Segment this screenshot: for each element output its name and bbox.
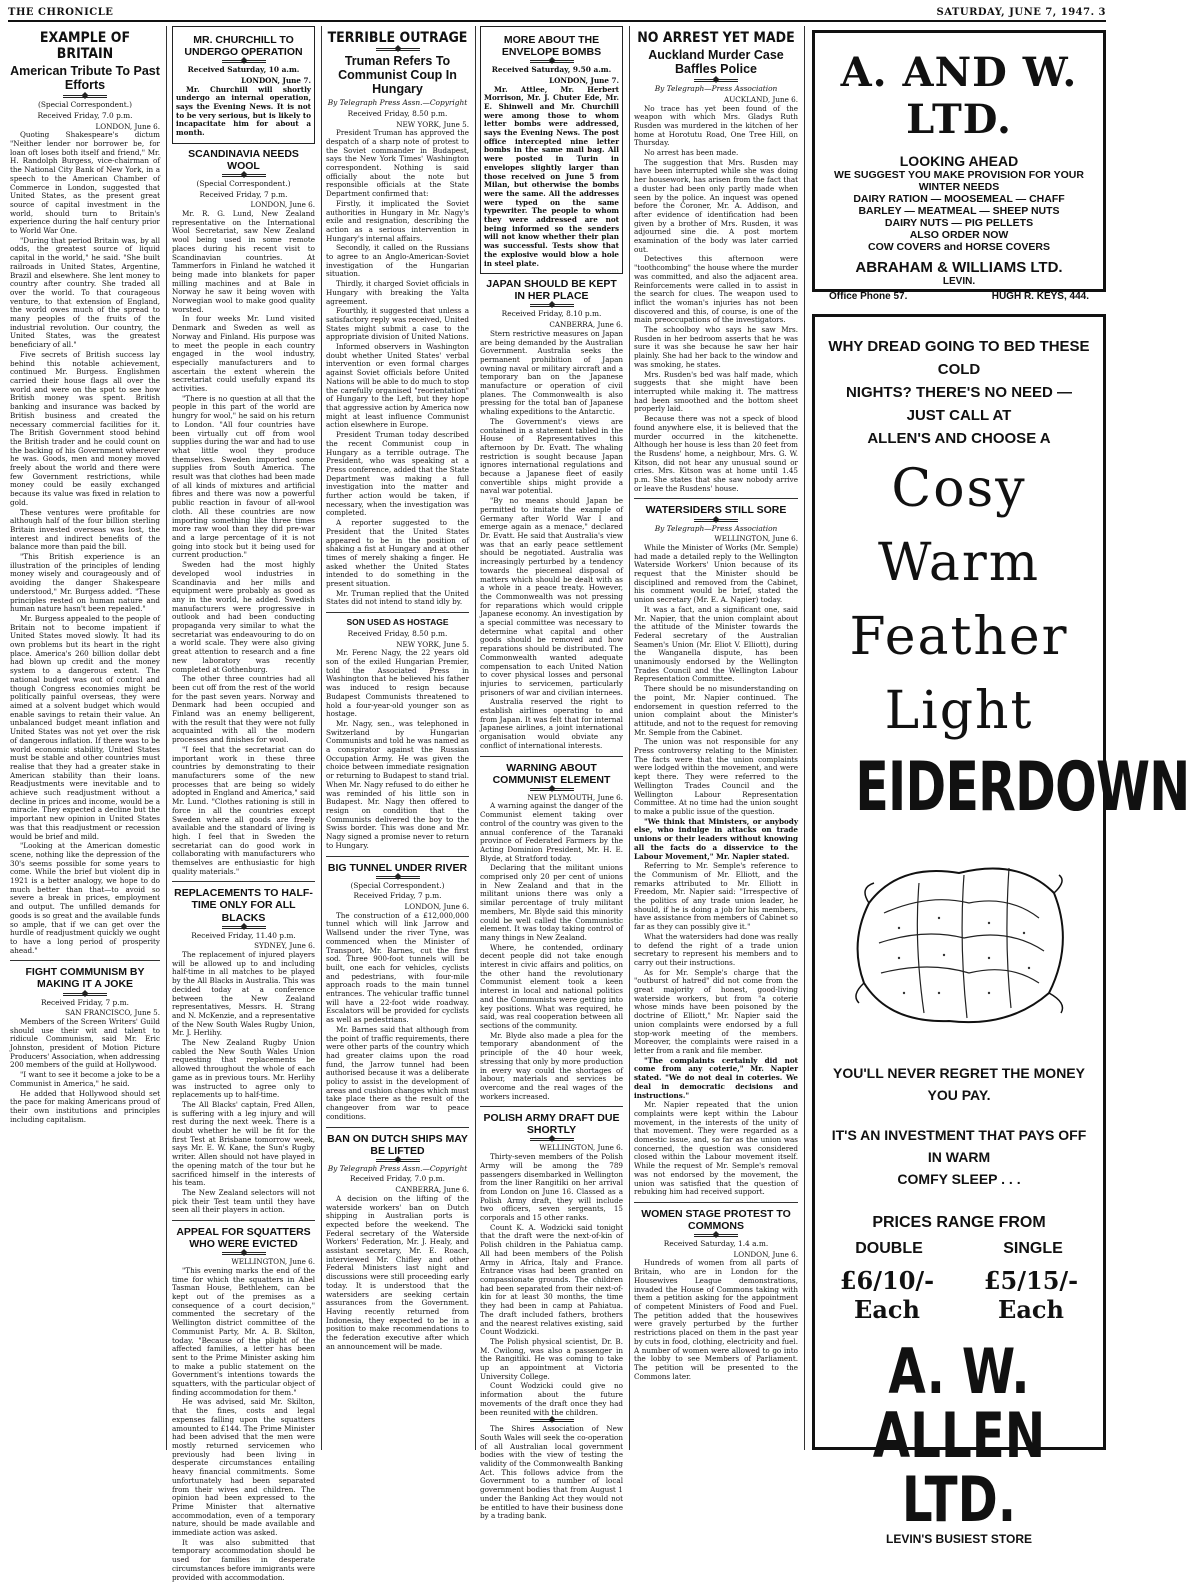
single-price: £5/15/- Each: [983, 1266, 1079, 1324]
advert-abraham-williams: [812, 30, 1106, 302]
envelope-bombs-box: [480, 26, 623, 274]
paragraph: Australia reserved the right to establish airlines operating to and from Japan. It was felt that for internal Japanese airlines, a joint international organisation would obviate any conflict of international interests.: [480, 697, 623, 750]
paragraph: It was also submitted that temporary accommodation should be used for families in desperate circumstances before immigrants were provided with accommodation.: [172, 1537, 315, 1582]
headline-son-hostage: SON USED AS HOSTAGE: [346, 617, 449, 628]
paragraph: Referring to Mr. Semple's reference to the Communism of Mr. Elliott, and the remarks attributed to Mr. Elliott in Freedom, Mr. Napier said: "Irrespective of the politics of any trade union leader, he should, if he is doing a job for his members, have assistance from members of Cabinet so far as they can possibly give it.": [634, 861, 798, 932]
column-4: [480, 26, 623, 1521]
column-rule: [629, 26, 630, 1450]
paragraph: President Truman today described the recent Communist coup in Hungary as a terrible outrage. The President, who was speaking at a Press conference, added that the State Department was making a full investigation into the matter and further action would be taken, if necessary, when the investigation was completed.: [326, 430, 469, 518]
paragraph: The schoolboy who says he saw Mrs. Rusden in her bedroom asserts that he was sure it was she because he saw her hair plainly. She had her back to the window and was smoking, he states.: [634, 325, 798, 369]
divider: [530, 60, 574, 63]
headline-big-tunnel: BIG TUNNEL UNDER RIVER: [327, 861, 468, 874]
paragraph: The union was not responsible for any Press controversy relating to the Minister. The facts were that the union complaints were lodged within the movement, and were kept there. They were referred to the Wellington Trades Council and the Wellington Labour Representation Committee. At no time had the union sought to make a public issue of the question.: [634, 737, 798, 816]
paragraph: The Shires Association of New South Wales will seek the co-operation of all Australian local government bodies with the view of testing the validity of the Commonwealth Banking Act. This follows advice from the Government to a number of local government bodies that from August 1 under the Banking Act they would not be entitled to have their business done by a trading bank.: [480, 1424, 623, 1521]
dateline: SYDNEY, June 6.: [254, 941, 315, 951]
paragraph: Because there was not a speck of blood found anywhere else, it is believed that the murder occurred in the kitchenette. Although her house is less than 20 feet from the Rusdens' home, a neighbour, Mrs. G. W. Kitson, did not hear any unusual sound or cries. Mrs. Kitson was at home until 1.45 p.m. She states that she saw nobody arrive or leave the Rusdens' house.: [634, 414, 798, 493]
dateline: CANBERRA, June 6.: [395, 1185, 469, 1195]
paragraph: Mr. Blyde also made a plea for the temporary abandonment of the principle of the 40 hour week, stressing that only by more production in every way could the shortages of labour, materials and services be overcome and the real wages of the workers increased.: [480, 1030, 623, 1101]
subhead: Auckland Murder Case Baffles Police: [648, 48, 784, 77]
received: Received Friday, 8.10 p.m.: [501, 309, 602, 319]
paragraph: The New Zealand selectors will not pick their Test team until they have seen all their players in action.: [172, 1188, 315, 1215]
dateline: LONDON, June 7.: [241, 75, 311, 85]
paragraph: "During that period Britain was, by all odds, the greatest source of liquid capital in the world," he said. "She built railroads in United States, Argentine, Brazil and elsewhere. She lent money to country after country. She traded all over the world. To that courageous venture, to that extension of England, the world owes much of the spread to many peoples of the fruits of the industrial revolution. Our country, the United States, was the greatest beneficiary of all.": [10, 235, 160, 350]
headline-women-protest: WOMEN STAGE PROTEST TO COMMONS: [641, 1207, 791, 1232]
divider: [222, 174, 266, 177]
paragraph: The All Blacks' captain, Fred Allen, is suffering with a leg injury and will rest during the next week. There is a doubt whether he will be fit for the first Test at Brisbane tomorrow week, says Mr. E. W. Kane, the Sun's Rugby writer. Allen should not have played in the opening match of the tour but he sacrificed himself in the interests of his team.: [172, 1099, 315, 1188]
column-2: [172, 26, 315, 1582]
advert-slogan: LEVIN'S BUSIEST STORE: [886, 1532, 1032, 1546]
paragraph: The construction of a £12,000,000 tunnel which will link Jarrow and Wallsend under the river Tyne, was commenced when the Minister of Transport, Mr. Barnes, cut the first sod. Three 900-foot tunnels will be built, one each for vehicles, cyclists and pedestrians, with four-mile approach roads to the main tunnel entrances. The vehicular traffic tunnel will have a 22-foot wide roadway. Escalators will be provided for cyclists as well as pedestrians.: [326, 910, 469, 1025]
paragraph: "The complaints certainly did not come from any coterie," Mr. Napier stated. "We do not deal in coteries. We deal in democratic decisions and instructions.": [634, 1055, 798, 1100]
headline-communist-element: WARNING ABOUT COMMUNIST ELEMENT: [492, 761, 611, 786]
paragraph: Thirty-seven members of the Polish Army will be among the 789 passengers disembarked in Wellington from the liner Rangitiki on her arrival from London on June 16. Classed as a Polish Army draft, they will include two officers, seven sergeants, 15 corporals and 15 other ranks.: [480, 1152, 623, 1223]
separator: [480, 756, 623, 757]
paragraph: The replacement of injured players will be allowed up to and including half-time in all matches to be played by the All Blacks in Australia. This was decided today at a conference between the New Zealand representatives, Messrs. H. Strang and N. McKenzie, and a representative of the New South Wales Rugby Union, Mr. J. Herlihy.: [172, 950, 315, 1038]
byline: By Telegraph—Press Association: [654, 84, 778, 94]
paragraph: Detectives this afternoon were "toothcombing" the house where the murder was committed, and also the adjacent area. Reinforcements were called in to assist in the search for clues. The weapon used to inflict the woman's injuries has not been discovered and this, of course, is one of the main preoccupations of the investigators.: [634, 254, 798, 325]
paragraph: Mr. Attlee, Mr. Herbert Morrison, Mr. J. Chuter Ede, Mr. E. Shinwell and Mr. Churchill were among those to whom letter bombs were addressed, says the Evening News. The post office intercepted nine letter bombs in the same mail bag. All were posted in Turin in envelopes slightly larger than those received on June 5 from Milan, but otherwise the bombs were the same. All the addresses were typed on the same typewriter. The people to whom they were addressed are not being informed so the senders will not know whether their plan was successful. Tests show that the explosive would blow a hole in steel plate.: [484, 84, 619, 268]
paragraph: Mr. Ferenc Nagy, the 22 years old son of the exiled Hungarian Premier, told the Associated Press in Washington that he believed his father was induced to resign because Budapest Communists threatened to hold a four-year-old younger son as hostage.: [326, 648, 469, 719]
paragraph: He added that Hollywood should set the pace for making Americans proud of their own institutions and principles including capitalism.: [10, 1088, 160, 1124]
headline-dutch-ships: BAN ON DUTCH SHIPS MAY BE LIFTED: [327, 1132, 468, 1157]
paragraph: No arrest has been made.: [644, 148, 739, 158]
advert-line: IT'S AN INVESTMENT THAT PAYS OFF IN WARM: [831, 1127, 1087, 1165]
paragraph: In four weeks Mr. Lund visited Denmark and Sweden as well as Norway and Finland. His purpose was to meet the people in each country engaged in the wool industry, especially manufacturers and to ascertain the extent wherein the secretariat could usefully expand its activities.: [172, 314, 315, 394]
dateline: NEW YORK, June 5.: [396, 639, 469, 649]
byline: By Telegraph Press Assn.—Copyright: [327, 1163, 468, 1173]
dateline: WELLINGTON, June 6.: [714, 534, 798, 544]
paragraph: There should be no misunderstanding on the point, Mr. Napier continued. The endorsement in question referred to the union complaint about the Minister's attitude, and not to the request for removing Mr. Semple from the Cabinet.: [634, 684, 798, 737]
column-rule: [804, 26, 805, 1450]
dateline: WELLINGTON, June 6.: [539, 1143, 623, 1153]
divider: [376, 876, 420, 879]
separator: [326, 1127, 469, 1128]
paragraph: A decision on the lifting of the waterside workers' ban on Dutch shipping in Australian ports is expected before the weekend. The Federal secretary of the Waterside Workers' Federation, Mr. J. Healy, and assistant secretary, Mr. E. Roach, interviewed Mr. Chifley and other Federal Ministers last night and discussions were still proceeding early today. It is understood that the watersiders are seeking certain assurances from the Government. Having recently returned from Indonesia, they expected to be in a position to make recommendations to the federation executive after which an announcement will be made.: [326, 1193, 469, 1351]
advert-allen-eiderdown: [812, 314, 1190, 1546]
received: Received Friday, 7 p.m.: [41, 997, 129, 1007]
paragraph: "I feel that the secretariat can do important work in these three countries by demonstrating to their manufacturers some of the new processes that are being so widely adopted in England and America," said Mr. Lund. "Clothes rationing is still in force in all the countries except Sweden where all goods are freely available and the standard of living is high. I feel that in Sweden the secretariat can do good work in collaborating with manufacturers who themselves are enthusiastic for high quality materials.": [172, 744, 315, 876]
paragraph: It was a fact, and a significant one, said Mr. Napier, that the union complaint about the attitude of the Minister towards the Federal secretary of the Australian Seamen's Union (Mr. Eliot V. Elliott), during the Wanganella dispute, has been unanimously endorsed by the Wellington Trades Council and the Wellington Labour Representation Committee.: [634, 604, 798, 684]
headline-example-of-britain: EXAMPLE OF BRITAIN: [39, 30, 131, 63]
paragraph: The Polish physical scientist, Dr. B. M. Cwilong, was also a passenger in the Rangitiki. He was coming to take up an appointment at Victoria University College.: [480, 1336, 623, 1381]
advert-line: COW COVERS and HORSE COVERS: [867, 241, 1051, 253]
byline: By Telegraph Press Assn.—Copyright: [327, 98, 468, 108]
received: Received Saturday, 1.4 a.m.: [663, 1239, 769, 1249]
masthead: [8, 6, 1106, 22]
advert-line: COMFY SLEEP . . .: [897, 1171, 1021, 1187]
dateline: LONDON, June 6.: [404, 901, 469, 911]
paragraph: Mr. Barnes said that although from the point of traffic requirements, there were other parts of the country which had greater claims upon the road fund, the Jarrow tunnel had been authorised because it was a deliberate policy to assist in the development of areas and cushion changes which must take place there as the result of the changeover from war to peace conditions.: [326, 1024, 469, 1121]
separator: [172, 881, 315, 882]
subhead: Truman Refers To Communist Coup In Hungary: [338, 54, 457, 97]
advert-question: [815, 335, 1103, 450]
paragraph: Members of the Screen Writers' Guild should use their wit and talent to ridicule Communism, said Mr. Eric Johnston, president of Motion Picture Producers' Association, when addressing 200 members of the guild at Hollywood.: [10, 1016, 160, 1070]
headline-watersiders: WATERSIDERS STILL SORE: [645, 504, 787, 517]
paragraph: Five secrets of British success lay behind this notable achievement, continued Mr. Burgess. Englishmen carried their house flags all over the world and were on the spot to see how British money was spent. British banking and insurance was backed by British business and created the necessary commercial facilities for it. The British Government stood behind the British trader and he could count on the backing of his Government wherever he was. Goods, men and money moved freely about the world and there were few Government restrictions, while money could be easily exchanged because its value was fixed in relation to gold.: [10, 349, 160, 507]
separator: [10, 960, 160, 961]
dateline: AUCKLAND, June 6.: [724, 94, 798, 104]
paragraph: Stern restrictive measures on Japan are being demanded by the Australian Government. Australia seeks the permanent prohibition of Japan owning naval or military aircraft and a temporary ban on the Japanese manufacture or operation of civil planes. The Commonwealth is also pressing for the total ban of Japanese whaling expeditions to the Antarctic.: [480, 328, 623, 417]
column-1: [10, 26, 160, 1452]
divider: [530, 1138, 574, 1141]
separator: [480, 1106, 623, 1107]
byline: By Telegraph—Press Association: [654, 523, 778, 533]
dateline: LONDON, June 7.: [549, 75, 619, 85]
advert-line: WHY DREAD GOING TO BED THESE COLD: [828, 338, 1090, 378]
dateline: LONDON, June 6.: [733, 1249, 798, 1259]
advert-word: Light: [884, 681, 1034, 741]
divider: [376, 48, 420, 51]
dateline: LONDON, June 6.: [250, 200, 315, 210]
paragraph: A warning against the danger of the Communist element taking over control of the country was given to the annual conference of the Taranaki province of Federated Farmers by the Acting Dominion President, Mr. H. E. Blyde, at Stratford today.: [480, 801, 623, 863]
paragraph: "By no means should Japan be permitted to imitate the example of Germany after World War I and emerge again as a menace," declared Dr. Evatt. He said that Australia's view was that an early peace settlement should be negotiated. Australia was increasingly perturbed by a tendency towards the piecemeal disposal of matters which should be dealt with as a whole in a peace treaty. However, the Commonwealth was not pressing for reparations which would cripple Japanese economy. An investigation by a special committee was necessary to determine what capital and other goods should be removed and how reparations should be distributed. The Commonwealth wanted adequate compensation to each United Nation to cover physical losses and personal injuries to servicemen, particularly prisoners of war and civilian internees.: [480, 496, 623, 697]
headline-scandinavia: SCANDINAVIA NEEDS WOOL: [188, 147, 299, 172]
advert-line: DAIRY NUTS — PIG PELLETS: [884, 217, 1034, 229]
paragraph: "Looking at the American domestic scene, nothing like the depression of the 30's seems possible for some years to come. While the brief but violent dip in 1921 is a better analogy, we hope to do much better than that—to avoid so severe a break in prices, employment and output. The unfilled demands for goods is so great and the available funds so ample, that if we can get over the hurdle of readjustment quickly we ought to have a long period of prosperity ahead.": [10, 841, 160, 955]
paragraph: Quoting Shakespeare's dictum "Neither lender nor borrower be, for loan oft loses both itself and friend," Mr. H. Randolph Burgess, vice-chairman of the National City Bank of New York, in a speech to the American Chamber of Commerce in London, suggested that United States, as the present great source of capital investment in the world, should turn to Britain's experience during the half century prior to World War One.: [10, 130, 160, 236]
paragraph: "This British experience is an illustration of the principles of lending money wisely and courageously and of avoiding the danger Shakespeare understood," Mr. Burgess added. "These principles rested on human nature and human nature hasn't been repealed.": [10, 552, 160, 614]
paragraph: The other three countries had all been cut off from the rest of the world for the past seven years. Norway and Denmark had been occupied and Finland was an enemy belligerent, with the result that they were not fully acquainted with all the modern processes and finishes for wool.: [172, 674, 315, 745]
advert-word: Feather: [849, 607, 1069, 667]
received: Received Saturday, 9.50 a.m.: [491, 65, 612, 75]
advert-eiderdown: EIDERDOWN: [855, 748, 1190, 827]
double-price: £6/10/- Each: [839, 1266, 935, 1324]
headline-churchill: MR. CHURCHILL TO UNDERGO OPERATION: [184, 34, 303, 59]
paragraph: "I want to see it become a joke to be a Communist in America," he said.: [10, 1070, 160, 1088]
advert-line: LOOKING AHEAD: [899, 153, 1019, 169]
paragraph: These ventures were profitable for although half of the four billion sterling Britain invested overseas was lost, the interest and indirect benefits of the balance more than paid the bill.: [10, 507, 160, 552]
advert-prices-title: PRICES RANGE FROM: [872, 1214, 1046, 1231]
paragraph: Informed observers in Washington doubt whether United States' verbal intervention or even formal charges against Soviet officials before United Nations will be able to do much to stop the carefully organised "reorientation" of Hungary to the Left, but they hope that aggressive action by America now might at least influence Communist action elsewhere in Europe.: [326, 342, 469, 430]
paragraph: Mr. Nagy, sen., was telephoned in Switzerland by Hungarian Communists and told he was named as a conspirator against the Russian Occupation Army. He was given the choice between immediate resignation or returning to Budapest to stand trial. When Mr. Nagy refused to do either he was reminded of his little son in Budapest. Mr. Nagy then offered to resign on condition that the Communists delivered the boy to the Swiss border. This was done and Mr. Nagy signed a promise never to return to Hungary.: [326, 718, 469, 850]
headline-japan: JAPAN SHOULD BE KEPT IN HER PLACE: [486, 278, 617, 303]
received: Received Friday, 8.50 p.m.: [347, 628, 448, 638]
paragraph: Where, he contended, ordinary decent people did not take enough interest in civic affairs and politics, on the other hand the revolutionary Communist element took a keen interest in local and national politics and the Communists were getting into key positions. What was required, he said, was real cooperation between all sections of the community.: [480, 942, 623, 1030]
column-3: [326, 26, 469, 1452]
advert-line: DAIRY RATION — MOOSEMEAL — CHAFF: [853, 193, 1065, 205]
paragraph: The New Zealand Rugby Union cabled the New South Wales Union requesting that replacements be allowed throughout the whole of each game as in previous tours. Mr. Herlihy was instructed to agree only to replacements up to half-time.: [172, 1038, 315, 1100]
separator: [172, 1220, 315, 1221]
paragraph: Sweden had the most highly developed wool industries in Scandinavia and her mills and equipment were probably as good as any in the world, he added. Swedish manufacturers were progressive in outlook and had been conducting propaganda very similar to what the secretariat was endeavouring to do on a world scale. They were also giving great attention to research and a fine new laboratory was recently completed at Gothenburg.: [172, 560, 315, 674]
advert-brand: A. AND W. LTD.: [840, 49, 1078, 143]
separator: [634, 1202, 798, 1203]
headline-squatters: APPEAL FOR SQUATTERS WHO WERE EVICTED: [176, 1226, 311, 1251]
paragraph: What the watersiders had done was really to defend the right of a trade union secretary to represent his members and to carry out their instructions.: [634, 931, 798, 967]
office-phone: Office Phone 57.: [829, 291, 908, 302]
column-rule: [166, 26, 167, 1450]
paragraph: "This evening marks the end of the time for which the squatters in Abel Tasman House, Bethlehem, can be kept out of the premises as a consequence of a court decision," commented the secretary of the Wellington district committee of the Communist Party, Mr. A. B. Skilton, today. "Because of the plight of the affected families, a letter has been sent to the Prime Minister asking him to make a public statement on the Government's intentions towards the squatters, with the particular object of finding accommodation for them.": [172, 1265, 315, 1397]
received: Received Friday, 11.40 p.m.: [191, 930, 296, 940]
advert-word: Warm: [877, 533, 1041, 593]
dateline: WELLINGTON, June 6.: [231, 1257, 315, 1267]
dateline: SAN FRANCISCO, June 5.: [65, 1008, 160, 1018]
paragraph: Mr. Burgess appealed to the people of Britain not to become impatient if United States moved slowly. It had its own problems but its heart in the right place. America's 260 billion dollar debt had blown up credit and the money system to a dangerous extent. The national budget was out of control and though Congress economies might be politically painful overseas, they were aimed at a solvent budget which would enable savings to retain their value. An unbalanced budget meant inflation and United States was not yet over the risk of dangerous inflation. If there was to be world economic stability, United States must be stable and other countries must realise that they had a greater stake in American stability than their loans. Readjustments were inevitable and to achieve such readjustment without a decline in prices and income, would be a miracle. They expected a decline but the important new opinion in United States was that this readjustment or recession would be brief and mild.: [10, 613, 160, 841]
double-label: DOUBLE: [855, 1240, 923, 1257]
price-amounts: [815, 1266, 1103, 1324]
price-labels: [815, 1240, 1103, 1258]
advert-line: NIGHTS? THERE'S NO NEED — JUST CALL AT: [845, 384, 1073, 424]
received: Received Friday, 7 p.m.: [199, 189, 288, 199]
advert-footer: [815, 287, 1103, 302]
advert-line: ALLEN'S AND CHOOSE A: [867, 430, 1051, 447]
dateline: CANBERRA, June 6.: [549, 320, 623, 330]
received: Received Friday, 7.0 p.m.: [349, 1174, 446, 1184]
correspondent: (Special Correspondent.): [196, 178, 291, 188]
paragraph: He was advised, said Mr. Skilton, that the fines, costs and legal expenses falling upon the squatters amounted to £144. The Prime Minister had been advised that the men were mostly returned servicemen who previously had been living in desperate circumstances entailing heavy financial commitments. Some unfortunately had been separated from their wives and children. The opinion had been expressed to the Prime Minister that alternative accommodation, even of a temporary nature, should be made available and immediate action was asked.: [172, 1397, 315, 1538]
advert-line: BARLEY — MEATMEAL — SHEEP NUTS: [858, 205, 1060, 217]
received: Received Friday, 7 p.m.: [353, 891, 442, 901]
paragraph: The suggestion that Mrs. Rusden may have been interrupted while she was doing her housework, has arisen from the fact that a duster had been only partly made when seen by the police. An inquest was opened before the Coroner, Mr. A. Addison, and after evidence of identification had been given by a brother of Mrs. Rusden, it was adjourned sine die. A post mortem examination of the body was later carried out.: [634, 157, 798, 254]
divider: [222, 60, 266, 63]
advert-company: A. W. ALLEN LTD.: [872, 1335, 1046, 1536]
divider: [530, 788, 574, 791]
column-5: [634, 26, 798, 1452]
paragraph: Declaring that the militant unions comprised only 20 per cent of unions in New Zealand and that in the militant unions there was only a similar percentage of truly militant members, Mr. Blyde said this minority could be well called the Communistic element. It was today taking control of many things in New Zealand.: [480, 863, 623, 942]
received: Received Friday, 7.0 p.m.: [37, 110, 133, 120]
headline-envelope-bombs: MORE ABOUT THE ENVELOPE BOMBS: [501, 34, 602, 59]
paragraph: A reporter suggested to the President that the United States appeared to be in the position of shaking a fist at Hungary and at other times of merely shaking a finger. He asked whether the United States intended to do something in the present situation.: [326, 518, 469, 589]
paragraph: The Government's views are contained in a statement tabled in the House of Representatives this afternoon by Dr. Evatt. The whaling restriction is sought because Japan ignores international regulations and because a Japanese fleet of easily convertible ships might provide a naval war potential.: [480, 416, 623, 496]
contact-phone: HUGH R. KEYS, 444.: [991, 291, 1089, 302]
paragraph: No trace has yet been found of the weapon with which Mrs. Gladys Ruth Rusden was murdered in the kitchen of her home at Horotutu Road, One Tree Hill, on Thursday.: [634, 103, 798, 148]
divider: [222, 1252, 266, 1255]
paragraph: Mr. Truman replied that the United States did not intend to stand idly by.: [326, 588, 469, 607]
paragraph: As for Mr. Semple's charge that the "outburst of hatred" did not come from the great majority of honest, good-living waterside workers, but from "a coterie whose minds have been poisoned by the doctrine of Elliott," Mr. Napier said the union complaints were endorsed by a full stop-work meeting of the members. Moreover, the complaints were raised in a letter from a rank and file member.: [634, 967, 798, 1055]
paragraph: Mr. Napier repeated that the union complaints were kept within the Labour movement, in the interests of the unity of that movement. They were regarded as a domestic issue, and, so far as the union was concerned, the question was considered closed within the Labour movement itself. While the request of Mr. Semple's removal was not endorsed by the movement, the union was satisfied that the question of rebuking him had received support.: [634, 1100, 798, 1197]
issue-date: SATURDAY, JUNE 7, 1947. 3: [936, 7, 1106, 18]
divider: [694, 519, 738, 522]
paper-name: THE CHRONICLE: [8, 7, 114, 18]
dateline: NEW YORK, June 5.: [396, 119, 469, 129]
headline-terrible-outrage: TERRIBLE OUTRAGE: [327, 30, 468, 46]
column-rule: [475, 26, 476, 1450]
paragraph: President Truman has approved the despatch of a sharp note of protest to the Soviet commander in Budapest, says the New York Times' Washington correspondent. Nothing is said officially about the note but responsible officials at the State Department confirmed that:: [326, 128, 469, 199]
eiderdown-illustration: [839, 833, 1079, 1043]
separator: [326, 856, 469, 857]
separator: [326, 612, 469, 613]
divider: [694, 79, 738, 82]
correspondent: (Special Correspondent.): [37, 100, 133, 110]
divider: [376, 1159, 420, 1162]
headline-fight-communism: FIGHT COMMUNISM BY MAKING IT A JOKE: [25, 966, 145, 991]
churchill-box: [172, 26, 315, 144]
advert-company: ABRAHAM & WILLIAMS LTD.: [855, 259, 1063, 276]
paragraph: "We think that Ministers, or anybody else, who indulge in attacks on trade unions or their leaders without knowing all the facts do a disservice to the Labour Movement," Mr. Napier stated.: [634, 816, 798, 861]
received: Received Saturday, 10 a.m.: [187, 65, 300, 75]
divider: [530, 1419, 574, 1422]
paragraph: Fourthly, it suggested that unless a satisfactory reply was received, United States might submit a case to the appropriate division of United Nations.: [326, 306, 469, 342]
paragraph: Count Wodzicki could give no information about the future movements of the draft once they had been reunited with the children.: [480, 1381, 623, 1417]
paragraph: While the Minister of Works (Mr. Semple) had made a detailed reply to the Wellington Waterside Workers' Union because of its request that the Minister should be disciplined and removed from the Cabinet, his comment would be brief, stated the union secretary (Mr. E. A. Napier) today.: [634, 542, 798, 605]
advert-line: YOU'LL NEVER REGRET THE MONEY YOU PAY.: [833, 1065, 1085, 1103]
paragraph: Firstly, it implicated the Soviet authorities in Hungary in Mr. Nagy's exile and resignation, describing the action as a serious intervention in Hungary's internal affairs.: [326, 198, 469, 243]
correspondent: (Special Correspondent.): [350, 880, 445, 890]
advert-town: LEVIN.: [942, 276, 976, 287]
divider: [694, 1234, 738, 1237]
headline-no-arrest: NO ARREST YET MADE: [637, 30, 795, 46]
single-label: SINGLE: [1003, 1240, 1063, 1257]
separator: [634, 498, 798, 499]
divider: [530, 304, 574, 307]
paragraph: Secondly, it called on the Russians to agree to an Anglo-American-Soviet investigation of the Hungarian situation.: [326, 243, 469, 279]
headline-replacements: REPLACEMENTS TO HALF-TIME ONLY FOR ALL BLACKS: [174, 887, 313, 924]
paragraph: "There is no question at all that the people in this part of the world are hungry for wool," he said on his return to London. "All four countries have been virtually cut off from wool supplies during the war and had to use what little wool they produce themselves. Sweden imported some supplies from South America. The result was that clothes had been made of all kinds of mixtures and artificial fibres and there was now a powerful public reaction in favour of all-wool cloth. All these countries are now importing something like three times more raw wool than they did pre-war and a large percentage of it is not going into stock but it being used for current production.": [172, 393, 315, 560]
dateline: LONDON, June 6.: [95, 121, 160, 131]
advert-word: Cosy: [891, 459, 1027, 519]
advert-line: ALSO ORDER NOW: [909, 229, 1009, 241]
paragraph: Thirdly, it charged Soviet officials in Hungary with breaking the Yalta agreement.: [326, 279, 469, 306]
divider: [222, 926, 266, 929]
column-rule: [321, 26, 322, 1450]
paragraph: Mrs. Rusden's bed was half made, which suggests that she might have been interrupted while making it. The mattress had been smoothed and the bottom sheet properly laid.: [634, 369, 798, 414]
subhead: American Tribute To Past Efforts: [10, 64, 160, 93]
received: Received Friday, 8.50 p.m.: [347, 108, 448, 118]
paragraph: Count K. A. Wodzicki said tonight that the draft were the next-of-kin of Polish children in the Pahiatua camp. All had been members of the Polish Army in Africa, Italy and France. Entrance visas had been granted on compassionate grounds. The children had been separated from their next-of-kin for at least 30 months, the time they had been in camp at Pahiatua. The draft included fathers, brothers and the nearest relatives existing, said Count Wodzicki.: [480, 1222, 623, 1337]
paragraph: Mr. R. G. Lund, New Zealand representative on the International Wool Secretariat, saw New Zealand wool being used in some remote places during his recent visit to Scandinavian countries. At Tammerfors in Finland he watched it being made into blankets for paper milling machines and at Bale in Norway he saw it being woven with Norwegian wool to make good quality worsted.: [172, 208, 315, 314]
advert-line: WE SUGGEST YOU MAKE PROVISION FOR YOUR WINTER NEEDS: [834, 169, 1084, 193]
divider: [63, 993, 107, 996]
headline-polish-army: POLISH ARMY DRAFT DUE SHORTLY: [483, 1112, 620, 1137]
paragraph: Mr. Churchill will shortly undergo an internal operation, says the Evening News. It is not to be very serious, but is likely to incapacitate him for about a month.: [176, 84, 311, 138]
divider: [63, 95, 107, 98]
paragraph: Hundreds of women from all parts of Britain, who are in London for the Housewives League demonstrations, invaded the House of Commons taking with them a petition asking for the appointment of competent Ministers of Food and Fuel. The petition added that the housewives were gravely perturbed by the further restrictions placed on them in the past year by cuts in food, clothing, electricity and fuel. A number of women were allowed to go into the lobby to see Members of Parliament. The petition will be presented to the Commons later.: [634, 1258, 798, 1381]
dateline: NEW PLYMOUTH, June 6.: [527, 792, 623, 802]
